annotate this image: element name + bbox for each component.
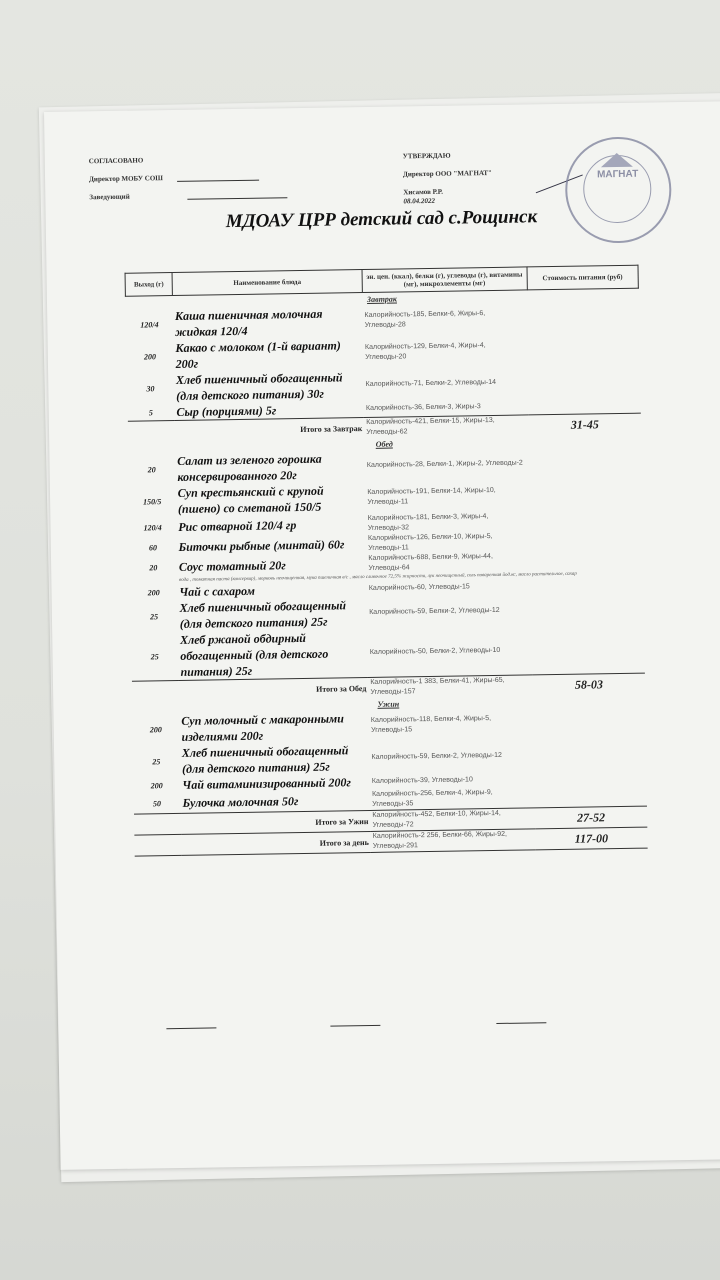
- dish-nutrition: Калорийность-60, Углеводы-15: [368, 583, 470, 592]
- dish-cost: [529, 397, 640, 415]
- dish-nutrition: Калорийность-688, Белки-9, Жиры-44, Углеводы-64: [368, 553, 493, 572]
- total-nutrition: Калорийность-452, Белки-10, Жиры-14, Углеводы-72: [370, 808, 535, 832]
- dish-nutrition: Калорийность-59, Белки-2, Углеводы-12: [369, 606, 500, 616]
- dish-nutrition: Калорийность-71, Белки-2, Углеводы-14: [365, 378, 497, 388]
- total-nutrition: Калорийность-421, Белки-15, Жиры-13, Углеводы-62: [364, 415, 529, 438]
- dish-qty: 200: [149, 724, 162, 734]
- approval-right-director: Директор ООО "МАГНАТ": [402, 168, 492, 179]
- dish-qty: 25: [150, 651, 159, 661]
- dish-qty: 25: [152, 756, 161, 766]
- dish-name: Салат из зеленого горошка консервированного 20г: [177, 451, 322, 484]
- dish-cost: [531, 550, 643, 572]
- dish-name: Булочка молочная 50г: [182, 794, 299, 810]
- dish-qty: 30: [146, 383, 155, 393]
- dish-cost: [530, 478, 642, 512]
- company-stamp: МАГНАТ: [564, 136, 672, 244]
- dish-cost: [535, 786, 647, 808]
- dish-cost: [532, 593, 644, 627]
- total-label: Итого за Обед: [131, 677, 368, 701]
- menu-document: [44, 101, 720, 1170]
- total-label: Итого за Ужин: [134, 810, 371, 835]
- dish-nutrition: Калорийность-28, Белки-1, Жиры-2, Углеводы-2: [366, 459, 523, 469]
- stamp-emblem-icon: [601, 153, 633, 168]
- dish-nutrition: Калорийность-36, Белки-3, Жиры-3: [365, 403, 481, 412]
- dish-nutrition: Калорийность-191, Белки-14, Жиры-10, Углеводы-11: [367, 486, 496, 506]
- dish-cost: [534, 738, 646, 772]
- dish-ingredients-note: вода , томатная паста (консервир), морковь неочищенная, мука пшеничная в/с , масло сливочное 72,5% жирности, лук неочищенный, соль поваренная йод.кс, масло растительное, сахар: [179, 571, 577, 583]
- day-total-nutrition: Калорийность-2 256, Белки-66, Жиры-92, Углеводы-291: [371, 829, 536, 853]
- section-title: Ужин: [377, 698, 400, 709]
- total-cost: 58-03: [533, 673, 645, 695]
- signature-line: [496, 1022, 546, 1024]
- dish-name: Соус томатный 20г: [178, 558, 286, 574]
- dish-cost: [532, 577, 643, 595]
- dish-nutrition: Калорийность-256, Белки-4, Жиры-9, Углеводы-35: [372, 789, 493, 808]
- header-dish: Наименование блюда: [172, 270, 362, 296]
- dish-qty: 25: [149, 611, 159, 621]
- day-total-cost: 117-00: [536, 827, 648, 850]
- dish-nutrition: Калорийность-118, Белки-4, Жиры-5, Углеводы-15: [370, 715, 492, 734]
- dish-nutrition: Калорийность-129, Белки-4, Жиры-4, Углеводы-20: [364, 342, 486, 361]
- dish-nutrition: Калорийность-126, Белки-10, Жиры-5, Углеводы-11: [367, 533, 493, 552]
- dish-cost: [530, 446, 642, 480]
- total-cost: 27-52: [535, 806, 647, 829]
- dish-qty: 150/5: [143, 496, 162, 506]
- dish-nutrition: Калорийность-39, Углеводы-10: [371, 776, 473, 785]
- dish-name: Суп крестьянский с крупой (пшено) со сметаной 150/5: [177, 483, 324, 516]
- dish-cost: [531, 530, 643, 552]
- header-qty: Выход (г): [125, 273, 173, 297]
- dish-name: Какао с молоком (1-й вариант) 200г: [175, 338, 341, 371]
- dish-qty: 5: [148, 407, 153, 417]
- approval-right-name: Хисамов Р.Р.: [403, 187, 443, 197]
- dish-qty: 120/4: [140, 319, 159, 330]
- dish-name: Хлеб пшеничный обогащенный (для детского питания) 30г: [175, 370, 343, 403]
- dish-nutrition: Калорийность-185, Белки-6, Жиры-6, Углеводы-28: [364, 310, 486, 329]
- dish-cost: [532, 625, 644, 675]
- dish-name: Суп молочный с макаронными изделиями 200г: [181, 711, 344, 744]
- dish-cost: [534, 706, 646, 740]
- dish-name: Хлеб ржаной обдирный обогащенный (для детского питания) 25г: [179, 630, 329, 679]
- approval-left-director: Директор МОБУ СОШ: [89, 173, 259, 184]
- dish-nutrition: Калорийность-181, Белки-3, Жиры-4, Углеводы-32: [367, 513, 489, 532]
- dish-name: Сыр (порциями) 5г: [176, 403, 277, 419]
- total-nutrition: Калорийность-1 383, Белки-41, Жиры-65, Углеводы-157: [368, 675, 533, 698]
- approval-right-date: 08.04.2022: [403, 196, 436, 206]
- header-cost: Стоимость питания (руб): [527, 265, 639, 290]
- dish-qty: 200: [147, 587, 160, 597]
- table-row: [131, 625, 645, 682]
- dish-cost: [528, 333, 640, 367]
- dish-cost: [535, 770, 646, 788]
- total-cost: 31-45: [529, 413, 641, 435]
- document-title: МДОАУ ЦРР детский сад с.Рощинск: [225, 206, 538, 233]
- dish-qty: 20: [149, 562, 158, 572]
- dish-qty: 200: [150, 780, 163, 790]
- dish-name: Хлеб пшеничный обогащенный (для детского питания) 25г: [181, 743, 349, 776]
- dish-qty: 60: [148, 542, 158, 552]
- dish-name: Каша пшеничная молочная жидкая 120/4: [174, 306, 323, 339]
- dish-cost: [531, 510, 643, 532]
- signature-line: [166, 1027, 216, 1029]
- dish-nutrition: Калорийность-50, Белки-2, Углеводы-10: [369, 646, 501, 656]
- dish-qty: 120/4: [143, 522, 162, 532]
- dish-cost: [528, 365, 640, 399]
- dish-name: Хлеб пшеничный обогащенный (для детского питания) 25г: [179, 598, 347, 631]
- section-title: Завтрак: [366, 293, 397, 304]
- dish-name: Рис отварной 120/4 гр: [178, 518, 297, 534]
- header-nutrition: эн. цен. (ккал), белки (г), углеводы (г), витамины (мг), микроэлементы (мг): [362, 267, 527, 293]
- approval-left-title: СОГЛАСОВАНО: [88, 156, 144, 166]
- dish-qty: 20: [147, 464, 156, 474]
- dish-name: Чай витаминизированный 200г: [182, 775, 352, 792]
- dish-cost: [527, 301, 639, 335]
- dish-qty: 200: [143, 351, 157, 361]
- dish-name: Биточки рыбные (минтай) 60г: [178, 537, 345, 554]
- signature-line: [330, 1025, 380, 1027]
- day-total-label: Итого за день: [134, 831, 371, 856]
- menu-table: [125, 265, 648, 857]
- dish-name: Чай с сахаром: [179, 583, 255, 599]
- dish-nutrition: Калорийность-59, Белки-2, Углеводы-12: [371, 751, 502, 761]
- total-label: Итого за Завтрак: [127, 418, 364, 442]
- section-title: Обед: [375, 439, 393, 449]
- dish-qty: 50: [152, 798, 162, 808]
- approval-left-head: Заведующий: [89, 190, 287, 201]
- approval-right-title: УТВЕРЖДАЮ: [402, 151, 451, 161]
